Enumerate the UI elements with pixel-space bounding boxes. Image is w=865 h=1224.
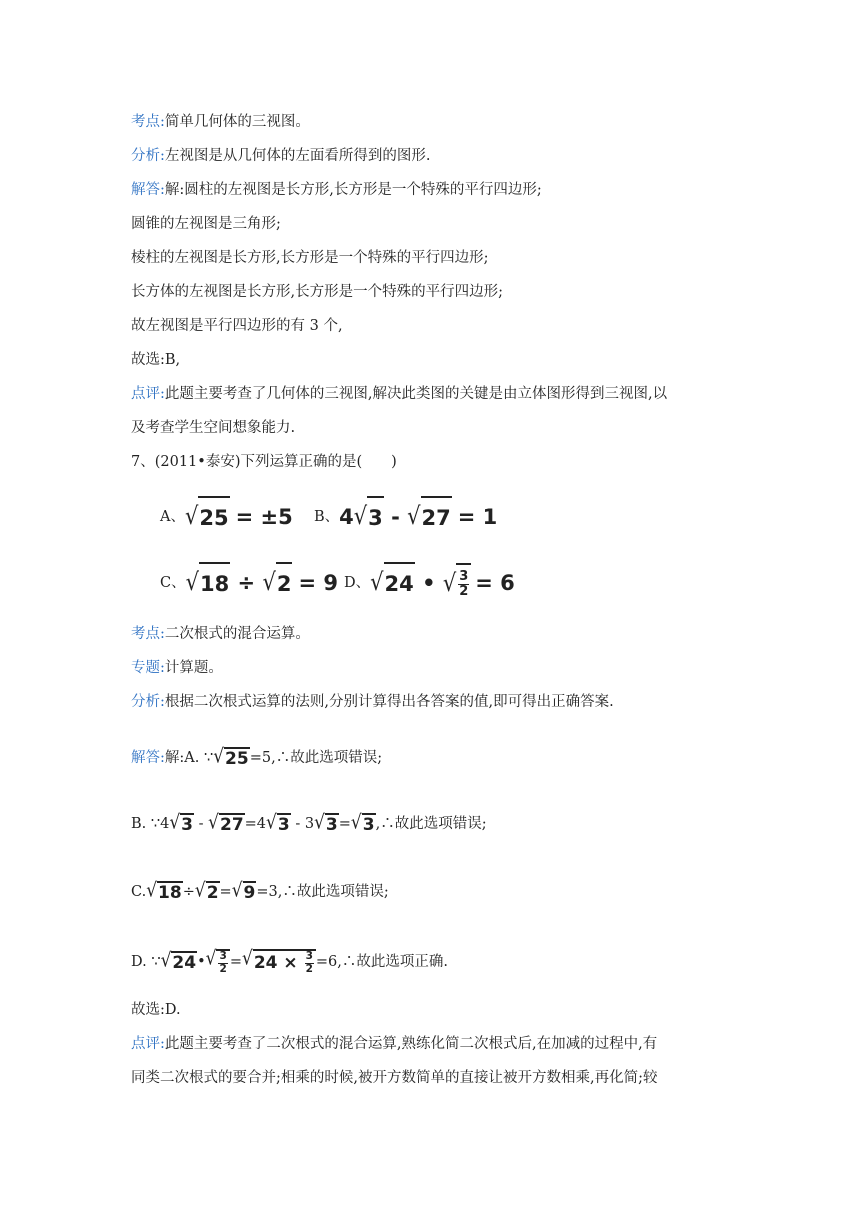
- option-c-label: C、: [160, 575, 186, 591]
- jieda-row-c: [131, 876, 389, 908]
- dianping-label: 点评:: [131, 1036, 165, 1052]
- option-b: [314, 496, 497, 538]
- step-text: - 3: [290, 816, 315, 832]
- solution-line-5: 故左视图是平行四边形的有 3 个,: [131, 318, 343, 334]
- fenxi-label: 分析:: [131, 148, 165, 164]
- question-7-stem: 7、(2011•泰安)下列运算正确的是( ): [131, 454, 397, 470]
- jieda-row-a: [131, 742, 382, 774]
- step-text: -: [194, 816, 209, 832]
- jieda-label: 解答:: [131, 182, 165, 198]
- radical: √ $\frac{3}{2}$: [206, 949, 230, 974]
- solution-line-4: 长方体的左视图是长方形,长方形是一个特殊的平行四边形;: [131, 284, 503, 300]
- radical: √ 24: [370, 562, 415, 604]
- fenxi-row-1: [131, 146, 431, 166]
- option-c-formula: √ 18 ÷ √ 2 = 9: [186, 562, 338, 604]
- kaodian-label: 考点:: [131, 626, 165, 642]
- dianping-row-1b: 及考查学生空间想象能力.: [131, 420, 296, 436]
- radical: √ 27: [407, 496, 452, 538]
- fenxi-row-2: [131, 692, 614, 712]
- radical: √ 18: [186, 562, 231, 604]
- zhuanti-text: 计算题。: [164, 660, 223, 676]
- radical: √ 3: [169, 811, 194, 835]
- step-text: =: [338, 816, 351, 832]
- option-d: [344, 562, 515, 604]
- step-text: =5,∴故此选项错误;: [249, 750, 383, 766]
- radical: √ 25: [213, 745, 249, 769]
- step-text: ,∴故此选项错误;: [375, 816, 487, 832]
- radical: √ 25: [185, 496, 230, 538]
- radical: √ 3: [350, 811, 375, 835]
- radical: √ 18: [146, 879, 182, 903]
- solution-line-2: 圆锥的左视图是三角形;: [131, 216, 281, 232]
- zhuanti-row: [131, 658, 223, 678]
- option-a-formula: √ 25 = ±5: [185, 496, 293, 538]
- step-text: •: [197, 954, 206, 970]
- option-c: [160, 562, 338, 604]
- kaodian-row-1: [131, 112, 310, 132]
- step-text: =: [229, 954, 242, 970]
- jieda-row-b: [131, 808, 487, 840]
- dianping-text: 此题主要考查了几何体的三视图,解决此类图的关键是由立体图形得到三视图,以: [164, 386, 668, 402]
- fenxi-label: 分析:: [131, 694, 165, 710]
- radical: √ 24 × $\frac{3}{2}$: [242, 949, 316, 974]
- step-text: =6,∴故此选项正确.: [315, 954, 448, 970]
- radical: √ $\frac{3}{2}$: [443, 563, 471, 603]
- option-d-formula: √ 24 • √ $\frac{3}{2}$ = 6: [370, 562, 515, 604]
- step-text: D. ∵: [131, 954, 161, 970]
- radical: √ 27: [208, 811, 244, 835]
- answer-line: 故选:D.: [131, 1002, 181, 1018]
- jieda-row-1: [131, 180, 542, 200]
- solution-line-6: 故选:B,: [131, 352, 181, 368]
- radical: √ 24: [160, 949, 197, 973]
- radical: √ 2: [262, 562, 292, 604]
- dianping-row-1: [131, 384, 667, 404]
- jieda-label: 解答:: [131, 750, 165, 766]
- dianping-text: 此题主要考查了二次根式的混合运算,熟练化简二次根式后,在加减的过程中,有: [164, 1036, 658, 1052]
- radical: √ 3: [266, 811, 290, 835]
- kaodian-text: 二次根式的混合运算。: [164, 626, 310, 642]
- radical: √ 2: [194, 879, 219, 903]
- dianping-row-2: [131, 1034, 657, 1054]
- kaodian-row-2: [131, 624, 310, 644]
- radical: √ 9: [231, 879, 256, 903]
- radical: √ 3: [354, 496, 384, 538]
- step-text: ÷: [182, 884, 195, 900]
- solution-line-3: 棱柱的左视图是长方形,长方形是一个特殊的平行四边形;: [131, 250, 489, 266]
- step-text: C.: [131, 884, 147, 900]
- step-text: 解:A. ∵: [164, 750, 214, 766]
- fenxi-text: 左视图是从几何体的左面看所得到的图形.: [164, 148, 431, 164]
- kaodian-text: 简单几何体的三视图。: [164, 114, 310, 130]
- fenxi-text: 根据二次根式运算的法则,分别计算得出各答案的值,即可得出正确答案.: [164, 694, 614, 710]
- jieda-text: 解:圆柱的左视图是长方形,长方形是一个特殊的平行四边形;: [164, 182, 542, 198]
- option-b-formula: 4 √ 3 - √ 27 = 1: [339, 496, 497, 538]
- kaodian-label: 考点:: [131, 114, 165, 130]
- step-text: =: [219, 884, 232, 900]
- zhuanti-label: 专题:: [131, 660, 165, 676]
- option-b-label: B、: [314, 509, 340, 525]
- step-text: =3,∴故此选项错误;: [256, 884, 389, 900]
- dianping-row-2b: 同类二次根式的要合并;相乘的时候,被开方数简单的直接让被开方数相乘,再化简;较: [131, 1070, 658, 1086]
- dianping-label: 点评:: [131, 386, 165, 402]
- option-d-label: D、: [344, 575, 371, 591]
- option-a: [160, 496, 293, 538]
- option-a-label: A、: [160, 509, 185, 525]
- step-text: =4: [244, 816, 267, 832]
- jieda-row-d: [131, 944, 448, 980]
- radical: √ 3: [314, 811, 338, 835]
- step-text: B. ∵4: [131, 816, 170, 832]
